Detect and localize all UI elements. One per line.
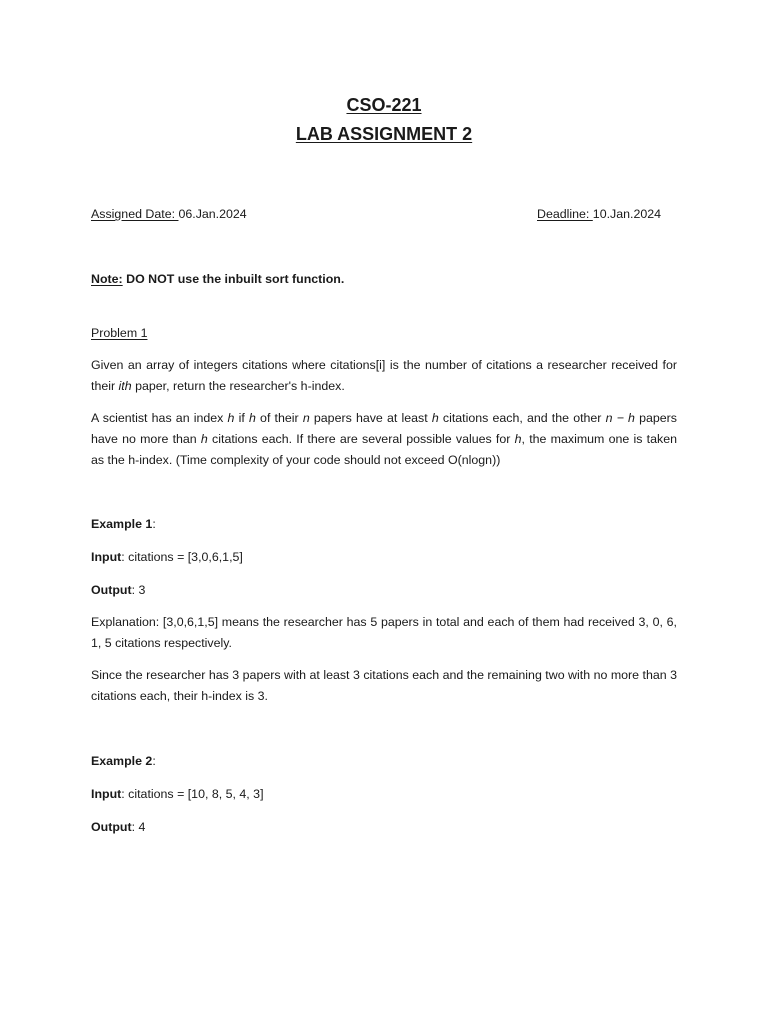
deadline [537, 204, 661, 225]
p2-text-d: papers have at least [309, 411, 432, 425]
example-1-output-label: Output [91, 583, 132, 597]
example-2-output-text: : 4 [131, 820, 146, 834]
example-2-heading-text: Example 2 [91, 754, 153, 768]
deadline-value: 10.Jan.2024 [592, 207, 662, 221]
p2-text-g: citations each. If there are several possible values for [207, 432, 515, 446]
p2-text-c: of their [255, 411, 303, 425]
assigned-date-value: 06.Jan.2024 [178, 207, 247, 221]
note-label: Note: [91, 272, 123, 286]
problem-paragraph-1 [91, 355, 677, 397]
example-1-heading [91, 514, 156, 535]
p1-ith: ith [118, 379, 132, 393]
example-2-input-label: Input [91, 787, 122, 801]
example-1-input-text: : citations = [3,0,6,1,5] [121, 550, 243, 564]
p2-n: n [302, 411, 310, 425]
p2-text-a: A scientist has an index [91, 411, 228, 425]
example-2-heading [91, 751, 156, 772]
example-1-output-text: : 3 [131, 583, 146, 597]
example-2-output [91, 817, 145, 838]
example-1-explanation: Explanation: [3,0,6,1,5] means the researcher has 5 papers in total and each of them had received 3, 0, 6, 1, 5 citations respectively. [91, 615, 677, 650]
example-1-heading-colon: : [152, 517, 156, 531]
course-code-title: CSO-221 [346, 95, 422, 115]
p1-text-b: paper, return the researcher's h-index. [131, 379, 345, 393]
problem-paragraph-2 [91, 408, 677, 471]
p2-n-minus-h: n − h [605, 411, 635, 425]
example-1-output [91, 580, 145, 601]
assigned-date-label: Assigned Date: [91, 207, 179, 221]
note [91, 269, 344, 290]
p2-h-1: h [227, 411, 235, 425]
example-1-heading-text: Example 1 [91, 517, 153, 531]
example-1-input-label: Input [91, 550, 122, 564]
example-1-since: Since the researcher has 3 papers with at least 3 citations each and the remaining two with no more than 3 citations each, their h-index is 3. [91, 668, 677, 703]
p2-h-3: h [431, 411, 439, 425]
problem-heading-text: Problem 1 [91, 326, 148, 340]
assigned-date [91, 204, 247, 225]
p2-h-4: h [200, 432, 208, 446]
note-text: DO NOT use the inbuilt sort function. [122, 272, 345, 286]
deadline-label: Deadline: [537, 207, 593, 221]
p1-text-a: Given an array of integers citations where citations[i] is the number of citations a researcher received for their [91, 358, 677, 393]
p2-h-5: h [514, 432, 522, 446]
example-1-input [91, 547, 243, 568]
example-2-output-label: Output [91, 820, 132, 834]
p2-text-e: citations each, and the other [438, 411, 606, 425]
assignment-title: LAB ASSIGNMENT 2 [295, 124, 473, 144]
p2-text-h: , the maximum one is taken as the h-index. (Time complexity of your code should not exceed O(nlogn)) [91, 432, 677, 467]
p2-text-f: papers have no more than [91, 411, 678, 446]
example-2-input [91, 784, 264, 805]
problem-heading [91, 323, 147, 344]
p2-text-b: if [234, 411, 249, 425]
example-2-input-text: : citations = [10, 8, 5, 4, 3] [121, 787, 264, 801]
example-2-heading-colon: : [152, 754, 156, 768]
p2-h-2: h [248, 411, 256, 425]
